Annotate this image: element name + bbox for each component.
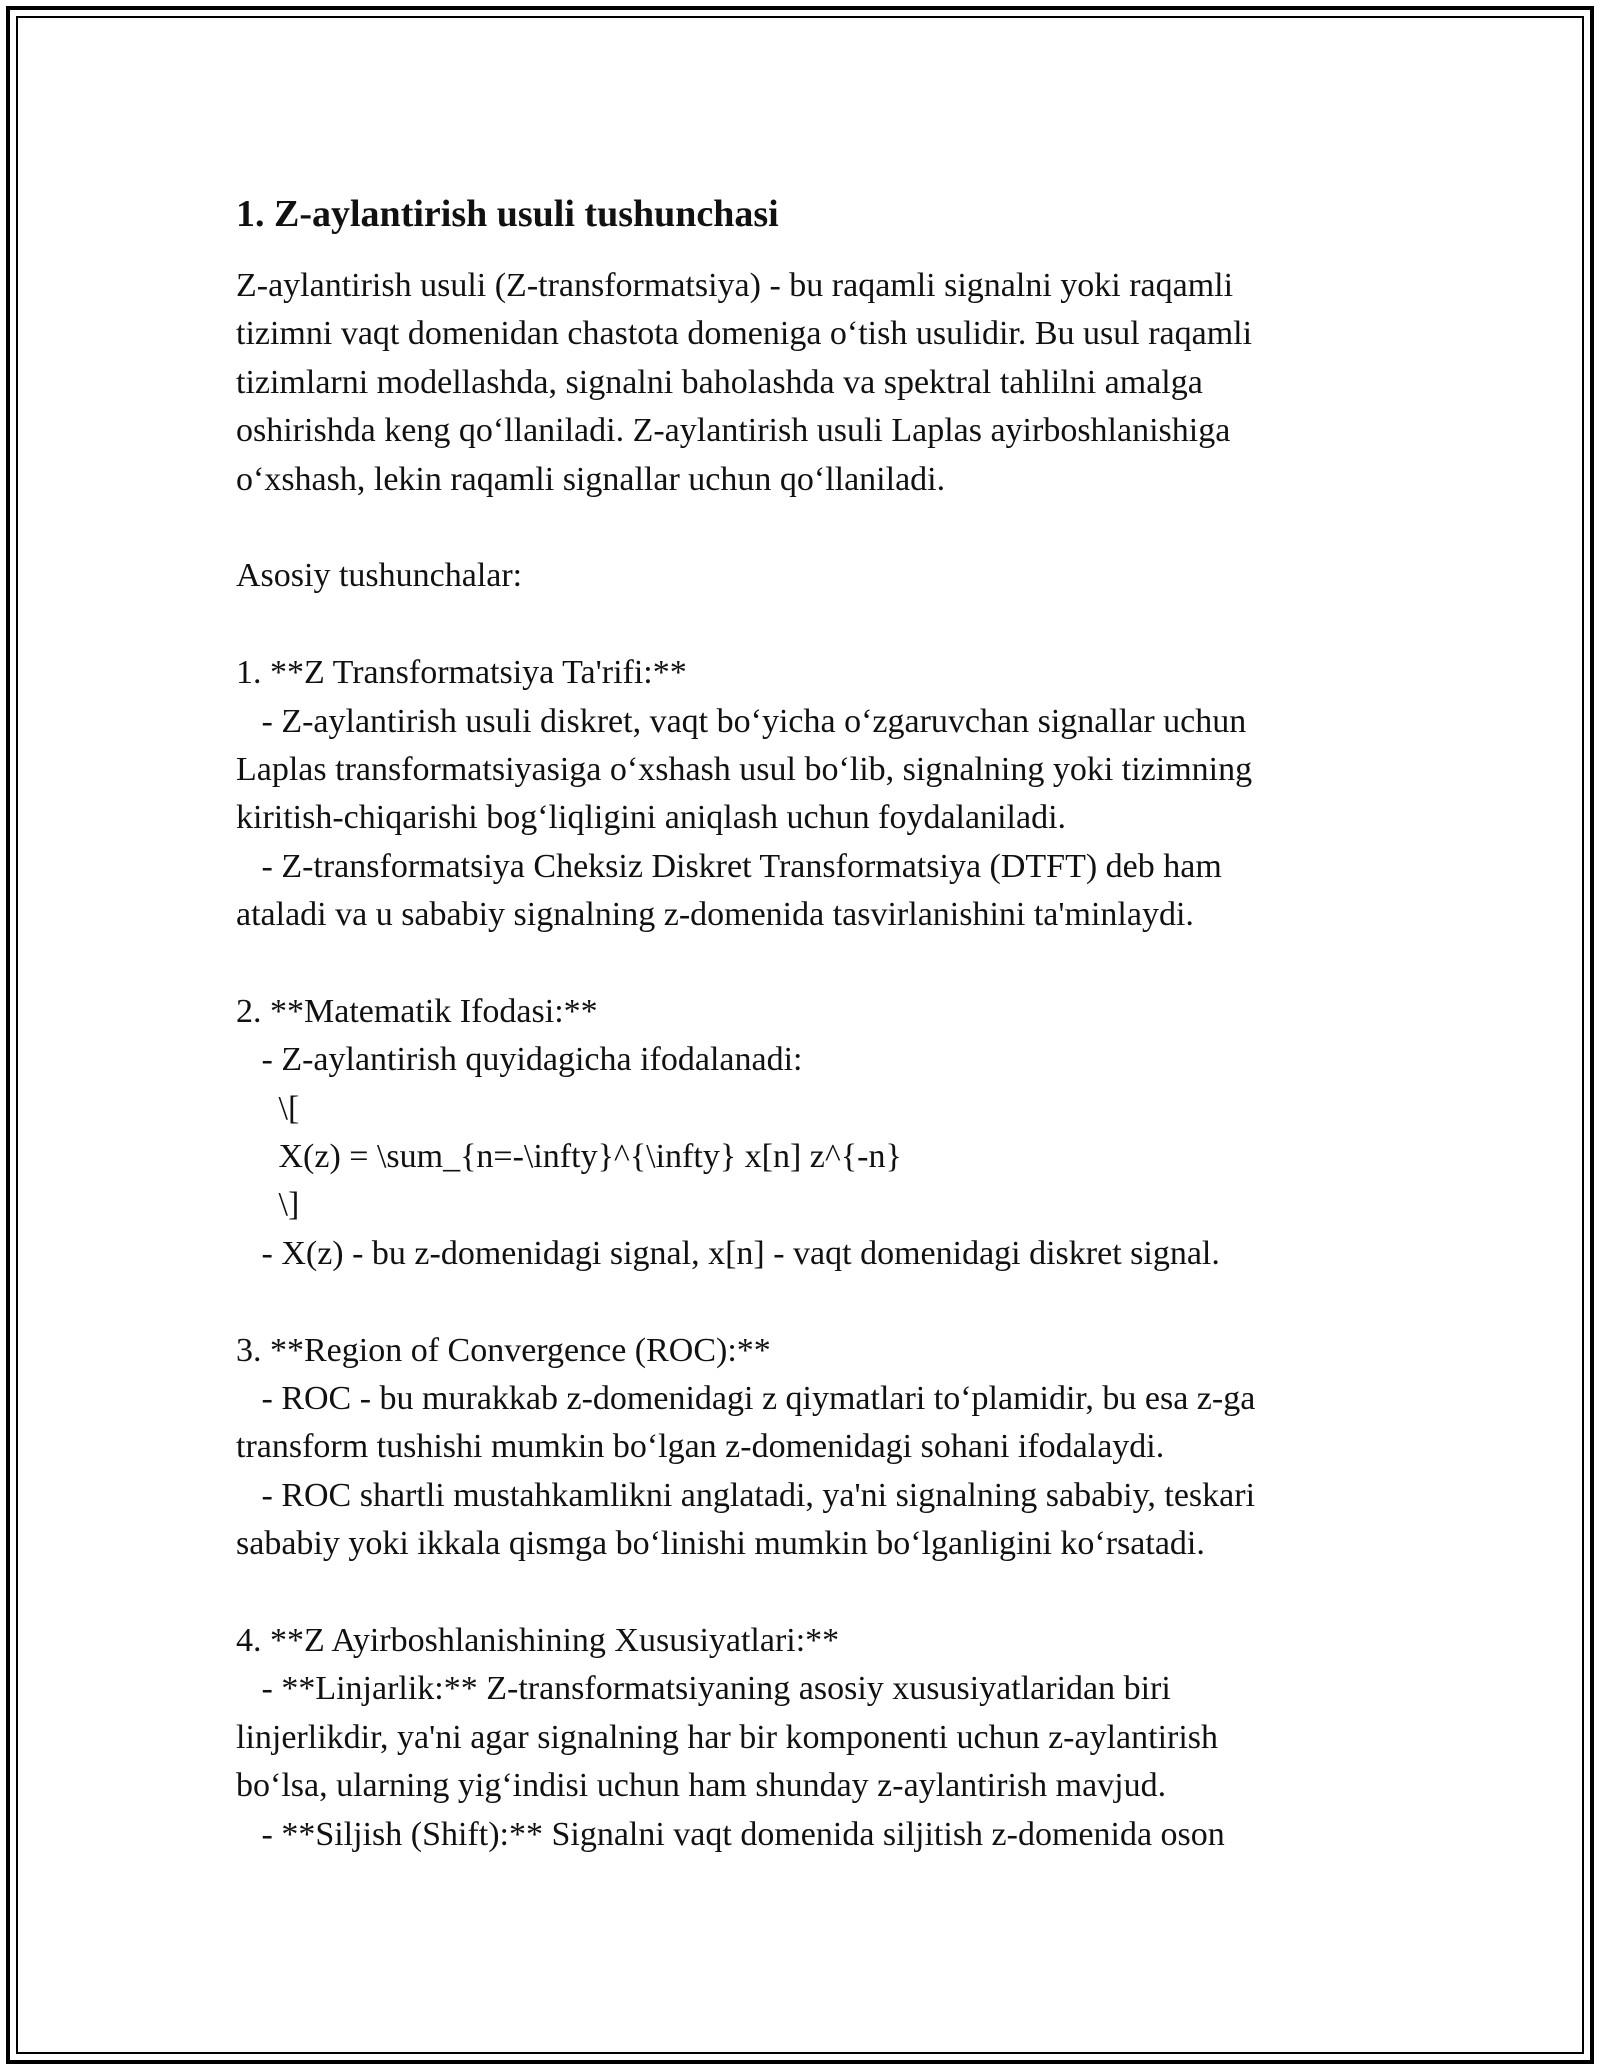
text-line: - Z-transformatsiya Cheksiz Diskret Transformatsiya (DTFT) deb ham: [236, 847, 1222, 885]
blank-line: [236, 1569, 1356, 1617]
document-body: [236, 262, 1356, 1859]
blank-line: [236, 939, 1356, 987]
document-heading: 1. Z-aylantirish usuli tushunchasi: [236, 193, 779, 235]
text-line: - **Linjarlik:** Z-transformatsiyaning asosiy xususiyatlaridan biri: [236, 1670, 1171, 1708]
blank-line: [236, 1278, 1356, 1326]
text-line: tizimlarni modellashda, signalni baholashda va spektral tahlilni amalga: [236, 363, 1203, 401]
text-line: sababiy yoki ikkala qismga bo‘linishi mumkin bo‘lganligini ko‘rsatadi.: [236, 1525, 1205, 1563]
text-line: kiritish-chiqarishi bog‘liqligini aniqlash uchun foydalaniladi.: [236, 799, 1067, 837]
text-line: X(z) = \sum_{n=-\infty}^{\infty} x[n] z^{-n}: [236, 1138, 902, 1176]
text-line: 1. **Z Transformatsiya Ta'rifi:**: [236, 654, 687, 692]
text-line: 4. **Z Ayirboshlanishining Xususiyatlari:**: [236, 1621, 840, 1659]
document-content: [236, 186, 1356, 1859]
blank-line: [236, 601, 1356, 649]
text-line: \[: [236, 1089, 300, 1127]
text-line: Laplas transformatsiyasiga o‘xshash usul bo‘lib, signalning yoki tizimning: [236, 750, 1253, 788]
text-line: ataladi va u sababiy signalning z-domenida tasvirlanishini ta'minlaydi.: [236, 896, 1194, 934]
text-line: o‘xshash, lekin raqamli signallar uchun qo‘llaniladi.: [236, 460, 946, 498]
blank-line: [236, 504, 1356, 552]
text-line: Asosiy tushunchalar:: [236, 557, 523, 595]
text-line: - X(z) - bu z-domenidagi signal, x[n] - vaqt domenidagi diskret signal.: [236, 1234, 1220, 1272]
text-line: - Z-aylantirish quyidagicha ifodalanadi:: [236, 1041, 803, 1079]
text-line: bo‘lsa, ularning yig‘indisi uchun ham shunday z-aylantirish mavjud.: [236, 1767, 1167, 1805]
text-line: - ROC - bu murakkab z-domenidagi z qiymatlari to‘plamidir, bu esa z-ga: [236, 1379, 1256, 1417]
text-line: Z-aylantirish usuli (Z-transformatsiya) - bu raqamli signalni yoki raqamli: [236, 267, 1234, 304]
text-line: - Z-aylantirish usuli diskret, vaqt bo‘yicha o‘zgaruvchan signallar uchun: [236, 702, 1247, 740]
text-line: 3. **Region of Convergence (ROC):**: [236, 1331, 771, 1369]
text-line: linjerlikdir, ya'ni agar signalning har bir komponenti uchun z-aylantirish: [236, 1718, 1219, 1756]
text-line: - **Siljish (Shift):** Signalni vaqt domenida siljitish z-domenida oson: [236, 1815, 1225, 1853]
text-line: \]: [236, 1186, 300, 1224]
text-line: transform tushishi mumkin bo‘lgan z-domenidagi sohani ifodalaydi.: [236, 1428, 1165, 1466]
text-line: oshirishda keng qo‘llaniladi. Z-aylantirish usuli Laplas ayirboshlanishiga: [236, 412, 1231, 450]
text-line: 2. **Matematik Ifodasi:**: [236, 992, 598, 1030]
text-line: - ROC shartli mustahkamlikni anglatadi, ya'ni signalning sababiy, teskari: [236, 1476, 1256, 1514]
text-line: tizimni vaqt domenidan chastota domeniga o‘tish usulidir. Bu usul raqamli: [236, 315, 1253, 353]
